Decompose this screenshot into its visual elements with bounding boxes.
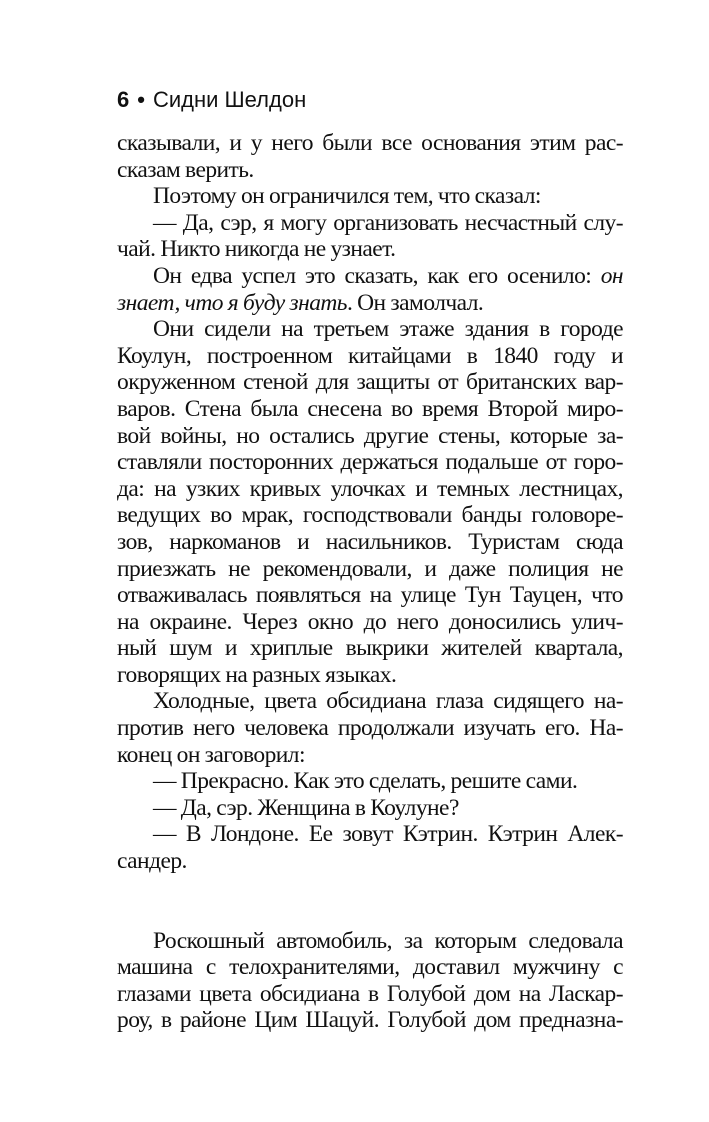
separator-bullet: •	[137, 87, 145, 112]
text-line: чай. Никто никогда не узнает.	[117, 236, 396, 263]
section-break	[117, 875, 623, 928]
text-line: ный шум и хриплые выкрики жителей квартала,	[117, 635, 623, 662]
text-line: вой войны, но остались другие стены, которые за-	[117, 422, 623, 449]
page-number: 6	[117, 87, 130, 112]
text-line: Они сидели на третьем этаже здания в городе	[153, 316, 623, 343]
paragraph	[117, 130, 623, 183]
text-line: сказывали, и у него были все основания этим рас-	[117, 130, 623, 156]
body-text	[117, 130, 623, 1034]
text-line: — Прекрасно. Как это сделать, решите сами.	[153, 768, 578, 795]
paragraph	[117, 210, 623, 263]
text-line: глазами цвета обсидиана в Голубой дом на Ласкар-	[117, 980, 623, 1007]
text-line: ставляли посторонних держаться подальше от горо-	[117, 449, 623, 476]
paragraph	[117, 183, 623, 210]
text-line: зов, наркоманов и насильников. Туристам сюда	[117, 528, 623, 555]
text-line: Коулун, построенном китайцами в 1840 году и	[117, 342, 623, 369]
paragraph	[117, 928, 623, 1034]
text-line: Холодные, цвета обсидиана глаза сидящего на-	[153, 688, 623, 715]
text-line: конец он заговорил:	[117, 741, 305, 768]
text-line: сандер.	[117, 848, 187, 875]
text-line: — В Лондоне. Ее зовут Кэтрин. Кэтрин Алек-	[153, 821, 623, 848]
text-run: Он едва успел это сказать, как его осенило:	[153, 262, 601, 289]
paragraph	[117, 263, 623, 316]
text-line: — Да, сэр. Женщина в Коулуне?	[153, 794, 459, 821]
text-line: сказам верить.	[117, 156, 254, 183]
running-head	[117, 86, 306, 114]
paragraph	[117, 821, 623, 874]
italic-text: знает, что я буду знать	[117, 289, 347, 316]
text-line: да: на узких кривых улочках и темных лестницах,	[117, 475, 623, 502]
text-line: Роскошный автомобиль, за которым следовала	[153, 927, 623, 954]
text-line: машина с телохранителями, доставил мужчину с	[117, 954, 623, 981]
text-run: . Он замолчал.	[346, 289, 484, 316]
text-line: Поэтому он ограничился тем, что сказал:	[153, 183, 541, 210]
author-name: Сидни Шелдон	[152, 87, 307, 112]
text-line	[117, 290, 623, 317]
paragraph	[117, 688, 623, 768]
paragraph	[117, 795, 623, 822]
text-line: приезжать не рекомендовали, и даже полиция не	[117, 555, 623, 582]
text-line: ведущих во мрак, господствовали банды головоре-	[117, 502, 623, 529]
paragraph	[117, 316, 623, 688]
text-line: на окраине. Через окно до него доносились улич-	[117, 608, 623, 635]
text-line: отваживалась появляться на улице Тун Тауцен, что	[117, 582, 623, 609]
text-line: против него человека продолжали изучать его. На-	[117, 715, 623, 742]
italic-text: он	[600, 262, 623, 289]
text-line: роу, в районе Цим Шацуй. Голубой дом предназна-	[117, 1007, 623, 1034]
text-line: варов. Стена была снесена во время Второй миро-	[117, 395, 623, 422]
text-line	[117, 263, 623, 290]
text-line: — Да, сэр, я могу организовать несчастный слу-	[153, 209, 623, 236]
text-line: окруженном стеной для защиты от британских вар-	[117, 369, 623, 396]
text-line: говорящих на разных языках.	[117, 661, 397, 688]
paragraph	[117, 768, 623, 795]
